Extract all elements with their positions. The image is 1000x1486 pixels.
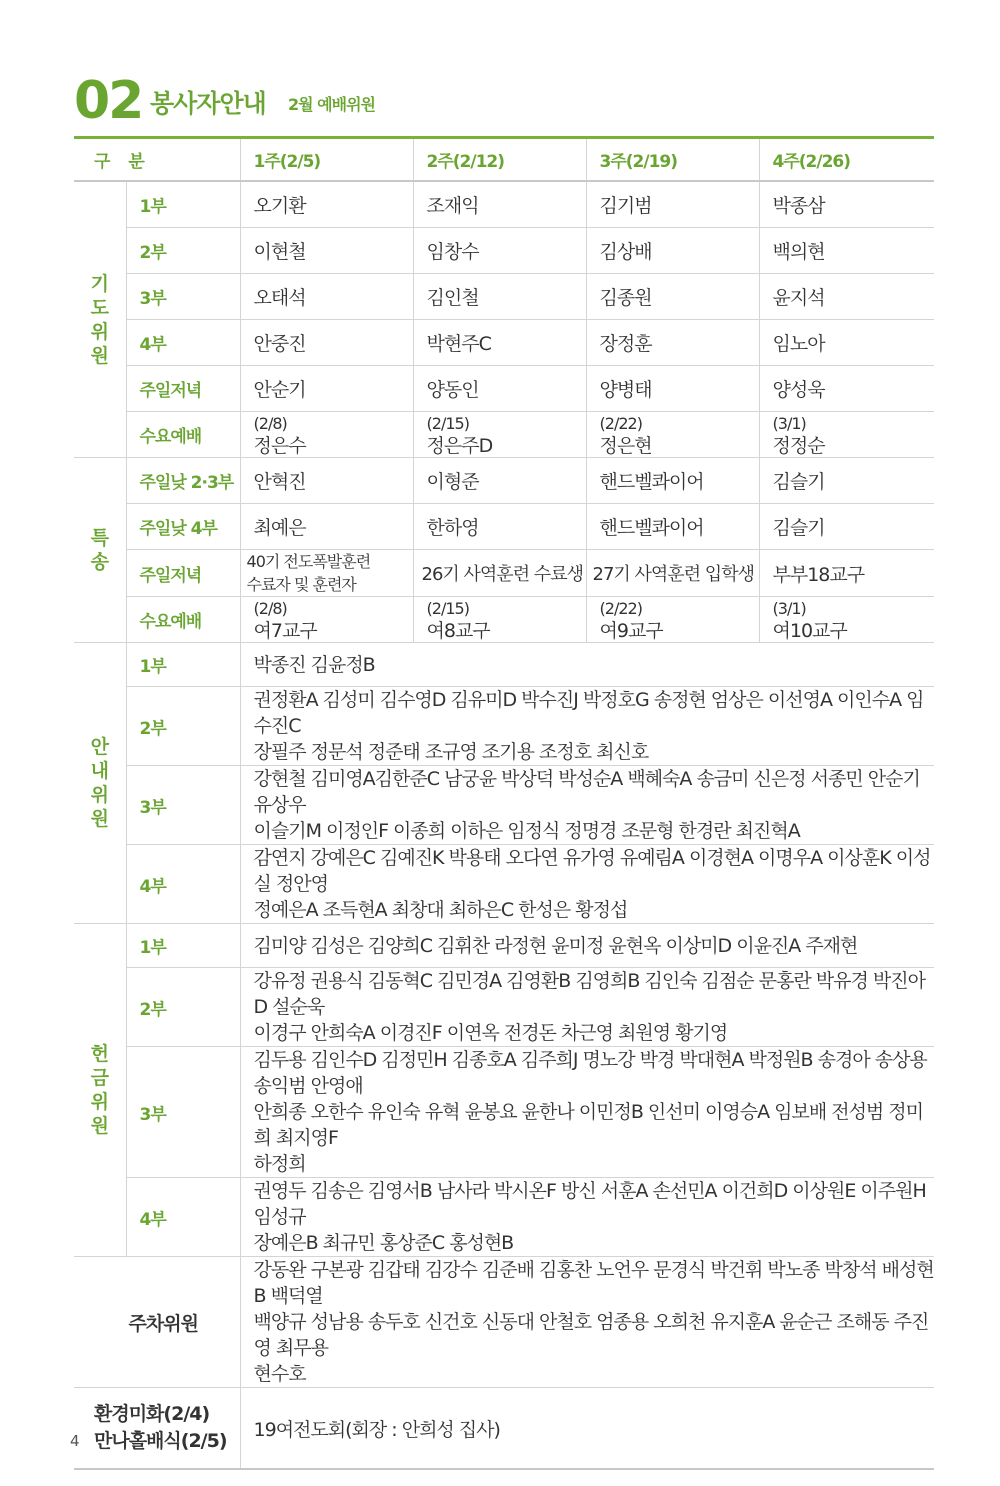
- table-cell: 박현주C: [413, 320, 586, 366]
- environment-category: 환경미화(2/4) 만나홀배식(2/5): [74, 1388, 240, 1470]
- header-category: 구 분: [74, 139, 240, 181]
- table-cell: 27기 사역훈련 입학생: [586, 550, 759, 597]
- table-row: [74, 320, 934, 366]
- special-category: 특송: [74, 458, 126, 643]
- row-label: 주일저녁: [126, 550, 240, 597]
- table-cell: 강유정 권용식 김동혁C 김민경A 김영환B 김영희B 김인숙 김점순 문홍란 박유경 박진아D 설순욱 이경구 안희숙A 이경진F 이연옥 전경돈 차근영 최원영 황기영: [240, 968, 934, 1047]
- row-label: 2부: [126, 228, 240, 274]
- table-cell: 김미양 김성은 김양희C 김휘찬 라정현 윤미정 윤현옥 이상미D 이윤진A 주재현: [240, 924, 934, 968]
- table-row: [74, 597, 934, 643]
- row-label: 주일낮 4부: [126, 504, 240, 550]
- table-cell: 안혁진: [240, 458, 413, 504]
- row-label: 2부: [126, 687, 240, 766]
- table-cell: (3/1) 정정순: [759, 412, 934, 458]
- row-label: 1부: [126, 181, 240, 228]
- offering-category: 헌금위원: [74, 924, 126, 1257]
- volunteer-table: [74, 139, 934, 1470]
- table-cell: (2/15) 정은주D: [413, 412, 586, 458]
- table-cell: 양성욱: [759, 366, 934, 412]
- table-cell: 김기범: [586, 181, 759, 228]
- table-cell: 김슬기: [759, 504, 934, 550]
- table-cell: 김슬기: [759, 458, 934, 504]
- table-cell: 양동인: [413, 366, 586, 412]
- table-cell: 장정훈: [586, 320, 759, 366]
- table-cell: (2/15) 여8교구: [413, 597, 586, 643]
- table-cell: 최예은: [240, 504, 413, 550]
- row-label: 수요예배: [126, 597, 240, 643]
- table-cell: 오기환: [240, 181, 413, 228]
- row-label: 3부: [126, 274, 240, 320]
- table-cell: 양병태: [586, 366, 759, 412]
- table-cell: 박종진 김윤정B: [240, 643, 934, 687]
- table-cell: 김두용 김인수D 김정민H 김종호A 김주희J 명노강 박경 박대현A 박정원B 송경아 송상용 송익범 안영애 안희종 오한수 유인숙 유혁 윤봉요 윤한나 이민정B 인선미 이영승A 임보배 전성범 정미희 최지영F 하정희: [240, 1047, 934, 1178]
- table-cell: 감연지 강예은C 김예진K 박용태 오다연 유가영 유예림A 이경현A 이명우A 이상훈K 이성실 정안영 정예은A 조득현A 최창대 최하은C 한성은 황정섭: [240, 845, 934, 924]
- table-row: [74, 458, 934, 504]
- table-cell: 이형준: [413, 458, 586, 504]
- table-cell: 오태석: [240, 274, 413, 320]
- table-row: [74, 1178, 934, 1257]
- table-cell: 핸드벨콰이어: [586, 458, 759, 504]
- page-number: 4: [70, 1432, 80, 1450]
- row-label: 4부: [126, 320, 240, 366]
- row-label: 수요예배: [126, 412, 240, 458]
- row-label: 주일낮 2·3부: [126, 458, 240, 504]
- table-row: [74, 550, 934, 597]
- table-cell: (2/22) 정은현: [586, 412, 759, 458]
- table-cell: 핸드벨콰이어: [586, 504, 759, 550]
- row-label: 2부: [126, 968, 240, 1047]
- header-week-3: 3주(2/19): [586, 139, 759, 181]
- table-row: [74, 687, 934, 766]
- section-subtitle: 2월 예배위원: [288, 95, 375, 114]
- table-row: [74, 1047, 934, 1178]
- guide-category: 안내위원: [74, 643, 126, 924]
- header-week-2: 2주(2/12): [413, 139, 586, 181]
- row-label: 3부: [126, 1047, 240, 1178]
- table-cell: 이현철: [240, 228, 413, 274]
- table-cell: 19여전도회(회장 : 안희성 집사): [240, 1388, 934, 1470]
- table-cell: 김종원: [586, 274, 759, 320]
- table-cell: 조재익: [413, 181, 586, 228]
- table-cell: 임창수: [413, 228, 586, 274]
- row-label: 3부: [126, 766, 240, 845]
- table-cell: 26기 사역훈련 수료생: [413, 550, 586, 597]
- table-row: [74, 366, 934, 412]
- table-row: [74, 504, 934, 550]
- table-row: [74, 766, 934, 845]
- parking-category: 주차위원: [74, 1257, 240, 1388]
- table-row: [74, 181, 934, 228]
- table-row: [74, 643, 934, 687]
- table-cell: 강현철 김미영A김한준C 남궁윤 박상덕 박성순A 백혜숙A 송금미 신은정 서종민 안순기 유상우 이슬기M 이정인F 이종희 이하은 임정식 정명경 조문형 한경란 최진혁A: [240, 766, 934, 845]
- row-label: 주일저녁: [126, 366, 240, 412]
- table-cell: 안중진: [240, 320, 413, 366]
- prayer-category: 기도위원: [74, 181, 126, 458]
- table-cell: 박종삼: [759, 181, 934, 228]
- section-header: [74, 70, 934, 132]
- header-week-1: 1주(2/5): [240, 139, 413, 181]
- section-title: 봉사자안내: [150, 89, 266, 118]
- table-cell: 40기 전도폭발훈련 수료자 및 훈련자: [240, 550, 413, 597]
- table-row: [74, 1257, 934, 1388]
- table-row: [74, 968, 934, 1047]
- row-label: 1부: [126, 924, 240, 968]
- table-cell: 김인철: [413, 274, 586, 320]
- table-cell: (2/8) 정은수: [240, 412, 413, 458]
- table-cell: 안순기: [240, 366, 413, 412]
- table-cell: 김상배: [586, 228, 759, 274]
- row-label: 4부: [126, 1178, 240, 1257]
- table-cell: 한하영: [413, 504, 586, 550]
- table-row: [74, 924, 934, 968]
- row-label: 1부: [126, 643, 240, 687]
- table-row: [74, 274, 934, 320]
- table-cell: (2/8) 여7교구: [240, 597, 413, 643]
- table-row: [74, 412, 934, 458]
- table-cell: 백의현: [759, 228, 934, 274]
- table-cell: 임노아: [759, 320, 934, 366]
- table-header-row: [74, 139, 934, 181]
- table-cell: 윤지석: [759, 274, 934, 320]
- section-number: 02: [74, 71, 143, 131]
- table-cell: (2/22) 여9교구: [586, 597, 759, 643]
- header-week-4: 4주(2/26): [759, 139, 934, 181]
- table-cell: 강동완 구본광 김갑태 김강수 김준배 김홍찬 노언우 문경식 박건휘 박노종 박창석 배성현B 백덕열 백양규 성남용 송두호 신건호 신동대 안철호 엄종용 오희천 유지훈A 윤순근 조해동 주진영 최무용 현수호: [240, 1257, 934, 1388]
- table-row: [74, 845, 934, 924]
- table-cell: (3/1) 여10교구: [759, 597, 934, 643]
- table-row: [74, 228, 934, 274]
- table-cell: 권정환A 김성미 김수영D 김유미D 박수진J 박정호G 송정현 엄상은 이선영A 이인수A 임수진C 장필주 정문석 정준태 조규영 조기용 조정호 최신호: [240, 687, 934, 766]
- table-cell: 부부18교구: [759, 550, 934, 597]
- table-row: [74, 1388, 934, 1470]
- row-label: 4부: [126, 845, 240, 924]
- table-cell: 권영두 김송은 김영서B 남사라 박시온F 방신 서훈A 손선민A 이건희D 이상원E 이주원H 임성규 장예은B 최규민 홍상준C 홍성현B: [240, 1178, 934, 1257]
